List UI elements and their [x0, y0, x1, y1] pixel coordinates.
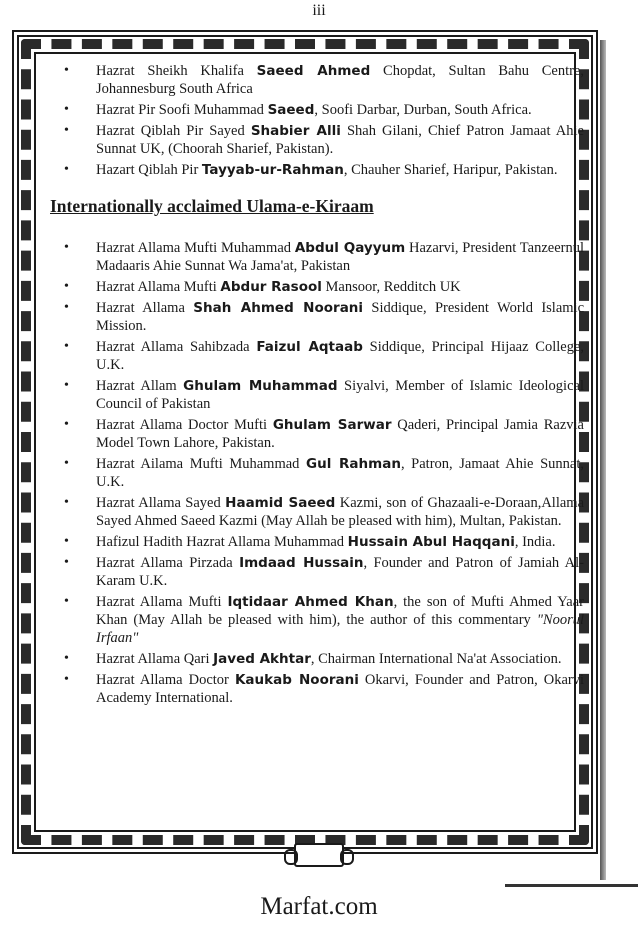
- bullet-icon: •: [64, 456, 69, 471]
- bullet-icon: •: [64, 123, 69, 138]
- entry-name: Faizul Aqtaab: [256, 339, 363, 355]
- bullet-icon: •: [64, 300, 69, 315]
- entry-prefix: Hazrat Qiblah Pir Sayed: [96, 123, 251, 139]
- list-item: [44, 533, 584, 551]
- entry-prefix: Hazrat Allama Doctor: [96, 672, 235, 688]
- entry-suffix: Hazarvi, President Tanzeernul Madaaris Ahie Sunnat Wa Jama'at, Pakistan: [96, 240, 584, 274]
- page-edge-shadow: [600, 40, 606, 880]
- entry-suffix: Kazmi, son of Ghazaali-e-Doraan,Allama Sayed Ahmed Saeed Kazmi (May Allah be pleased with him), Multan, Pakistan.: [96, 495, 585, 529]
- list-item: [44, 62, 584, 98]
- entry-suffix: Okarvi, Founder and Patron, Okarvi Academy International.: [96, 672, 585, 706]
- entry-name: Shah Ahmed Noorani: [193, 300, 364, 316]
- bullet-icon: •: [64, 672, 69, 687]
- entry-name: Saeed Ahmed: [256, 63, 371, 79]
- entry-prefix: Hazrat Ailama Mufti Muhammad: [96, 456, 307, 472]
- entry-prefix: Hazrat Allama Doctor Mufti: [96, 417, 273, 433]
- entry-name: Saeed: [267, 102, 315, 118]
- entry-suffix: , India.: [514, 534, 556, 550]
- entry-name: Imdaad Hussain: [239, 555, 364, 571]
- entry-suffix: Siyalvi, Member of Islamic Ideological Council of Pakistan: [96, 378, 584, 412]
- bullet-icon: •: [64, 102, 69, 117]
- bullet-icon: •: [64, 594, 69, 609]
- list-item: [44, 161, 584, 179]
- entry-prefix: Hazrat Allama Qari: [96, 651, 214, 667]
- entry-suffix: Qaderi, Principal Jamia Razvia Model Town Lahore, Pakistan.: [96, 417, 584, 451]
- entry-suffix: , Soofi Darbar, Durban, South Africa.: [314, 102, 532, 118]
- patron-list: [44, 62, 584, 179]
- entry-prefix: Hazrat Sheikh Khalifa: [96, 63, 257, 79]
- entry-suffix: , Chairman International Na'at Association.: [310, 651, 562, 667]
- bullet-icon: •: [64, 417, 69, 432]
- scroll-ornament: [294, 843, 344, 867]
- list-item: [44, 338, 584, 374]
- entry-suffix: Mansoor, Redditch UK: [321, 279, 461, 295]
- bullet-icon: •: [64, 651, 69, 666]
- entry-name: Hussain Abul Haqqani: [347, 534, 515, 550]
- entry-prefix: Hazrat Pir Soofi Muhammad: [96, 102, 268, 118]
- entry-suffix: Siddique, President World Islamic Mission.: [96, 300, 584, 334]
- entry-prefix: Hazrat Allama Mufti Muhammad: [96, 240, 295, 256]
- entry-suffix: , Chauher Sharief, Haripur, Pakistan.: [343, 162, 558, 178]
- footer-watermark: Marfat.com: [260, 893, 378, 920]
- list-item: [44, 593, 584, 647]
- divider-line: [505, 884, 638, 887]
- bullet-icon: •: [64, 339, 69, 354]
- entry-prefix: Hazrat Allama Sayed: [96, 495, 226, 511]
- list-item: [44, 554, 584, 590]
- entry-suffix: Chopdat, Sultan Bahu Centre, Johannesburg South Africa: [96, 63, 584, 97]
- bullet-icon: •: [64, 378, 69, 393]
- bullet-icon: •: [64, 534, 69, 549]
- entry-prefix: Hazrat Allama Mufti: [96, 594, 228, 610]
- entry-prefix: Hazrat Allama: [96, 300, 194, 316]
- entry-suffix: , Patron, Jamaat Ahie Sunnat, U.K.: [96, 456, 584, 490]
- ulama-list: [44, 239, 584, 707]
- entry-name: Abdul Qayyum: [294, 240, 406, 256]
- entry-name: Ghulam Sarwar: [272, 417, 392, 433]
- list-item: [44, 299, 584, 335]
- bullet-icon: •: [64, 495, 69, 510]
- entry-suffix: , Founder and Patron of Jamiah Al-Karam U.K.: [96, 555, 585, 589]
- entry-name: Ghulam Muhammad: [183, 378, 338, 394]
- list-item: [44, 122, 584, 158]
- list-item: [44, 671, 584, 707]
- bullet-icon: •: [64, 279, 69, 294]
- list-item: [44, 650, 584, 668]
- entry-name: Haamid Saeed: [225, 495, 336, 511]
- entry-name: Javed Akhtar: [213, 651, 311, 667]
- bullet-icon: •: [64, 240, 69, 255]
- entry-prefix: Hafizul Hadith Hazrat Allama Muhammad: [96, 534, 348, 550]
- entry-name: Kaukab Noorani: [234, 672, 359, 688]
- bullet-icon: •: [64, 162, 69, 177]
- section-heading: Internationally acclaimed Ulama-e-Kiraam: [50, 196, 374, 216]
- entry-name: Shabier Alli: [250, 123, 341, 139]
- list-item: [44, 455, 584, 491]
- list-item: [44, 101, 584, 119]
- page-number: iii: [312, 2, 326, 19]
- list-item: [44, 377, 584, 413]
- entry-suffix: , the son of Mufti Ahmed Yaar Khan (May Allah be pleased with him), the author of this commentary: [96, 594, 584, 628]
- list-item: [44, 239, 584, 275]
- entry-prefix: Hazrat Allama Pirzada: [96, 555, 240, 571]
- page-content: [44, 62, 584, 710]
- entry-prefix: Hazart Qiblah Pir: [96, 162, 202, 178]
- list-item: [44, 416, 584, 452]
- bullet-icon: •: [64, 555, 69, 570]
- list-item: [44, 494, 584, 530]
- entry-suffix: Siddique, Principal Hijaaz College, U.K.: [96, 339, 584, 373]
- entry-italic-title: "Noorul Irfaan": [96, 612, 584, 646]
- entry-prefix: Hazrat Allama Sahibzada: [96, 339, 257, 355]
- entry-name: Gul Rahman: [306, 456, 401, 472]
- bullet-icon: •: [64, 63, 69, 78]
- entry-prefix: Hazrat Allama Mufti: [96, 279, 221, 295]
- list-item: [44, 278, 584, 296]
- entry-name: Iqtidaar Ahmed Khan: [227, 594, 394, 610]
- entry-prefix: Hazrat Allam: [96, 378, 184, 394]
- entry-suffix: Shah Gilani, Chief Patron Jamaat Ahie Sunnat UK, (Choorah Sharief, Pakistan).: [96, 123, 584, 157]
- entry-name: Abdur Rasool: [220, 279, 322, 295]
- entry-name: Tayyab-ur-Rahman: [201, 162, 344, 178]
